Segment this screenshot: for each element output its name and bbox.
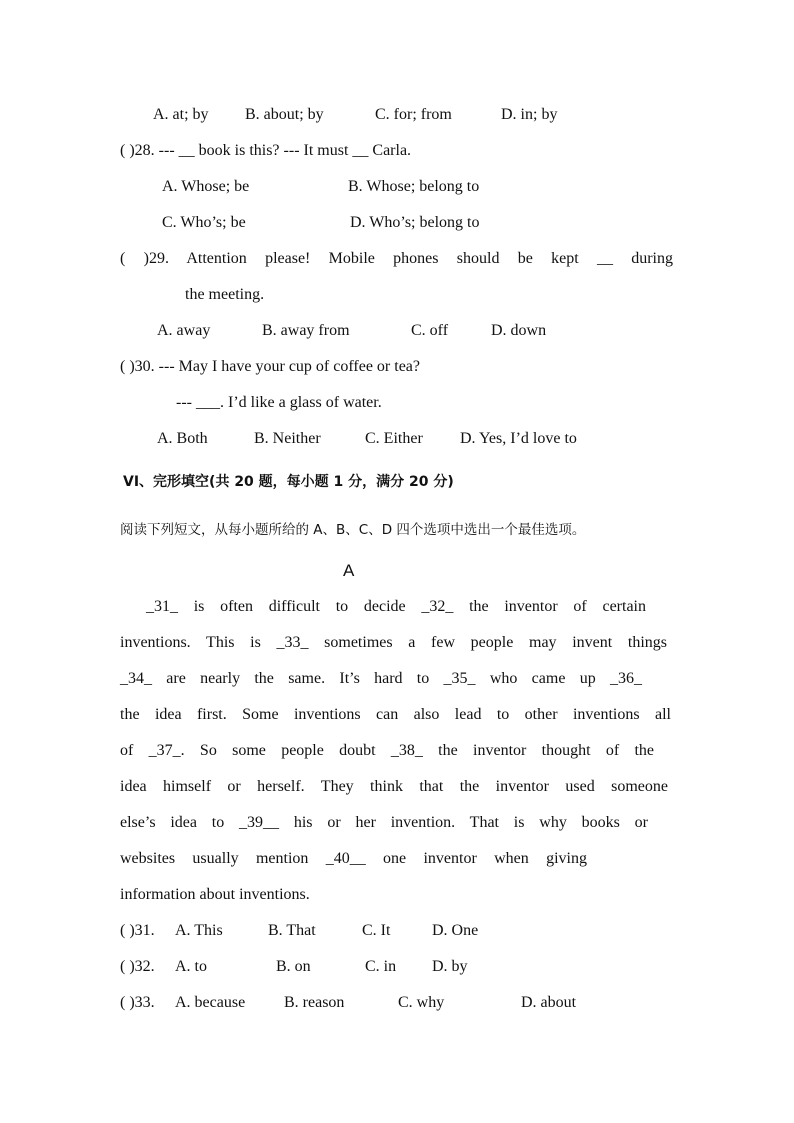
passage-line: websites usually mention _40__ one inventor when giving	[120, 850, 587, 867]
q30-option-a: A. Both	[157, 430, 208, 447]
q33-option-b: B. reason	[284, 994, 345, 1011]
passage-line: information about inventions.	[120, 886, 310, 903]
q29-option-b: B. away from	[262, 322, 350, 339]
q29-stem-line2: the meeting.	[185, 286, 265, 303]
q30-stem-line2: --- ___. I’d like a glass of water.	[176, 394, 382, 411]
q32-option-b: B. on	[276, 958, 311, 975]
q28-option-a: A. Whose; be	[162, 178, 250, 195]
q27-option-c: C. for; from	[375, 106, 452, 123]
q33-option-a: A. because	[175, 994, 246, 1011]
q28-option-c: C. Who’s; be	[162, 214, 246, 231]
q30-stem-line1: ( )30. --- May I have your cup of coffee or tea?	[120, 358, 421, 375]
passage-line: inventions. This is _33_ sometimes a few people may invent things	[120, 634, 667, 651]
q29-stem-line1: ( )29. Attention please! Mobile phones should be kept __ during	[120, 250, 673, 267]
passage-line: of _37_. So some people doubt _38_ the inventor thought of the	[120, 742, 654, 759]
passage-line: the idea first. Some inventions can also lead to other inventions all	[120, 706, 671, 723]
q31-stem: ( )31.	[120, 922, 155, 939]
q29-option-a: A. away	[157, 322, 211, 339]
q29-option-c: C. off	[411, 322, 449, 339]
q31-option-c: C. It	[362, 922, 391, 939]
q33-option-d: D. about	[521, 994, 577, 1011]
q27-option-a: A. at; by	[153, 106, 209, 123]
q28-option-d: D. Who’s; belong to	[350, 214, 480, 231]
q31-option-b: B. That	[268, 922, 316, 939]
passage-line: _31_ is often difficult to decide _32_ the inventor of certain	[146, 598, 646, 615]
q30-option-c: C. Either	[365, 430, 423, 447]
q32-option-c: C. in	[365, 958, 397, 975]
q31-option-d: D. One	[432, 922, 479, 939]
q33-option-c: C. why	[398, 994, 445, 1011]
passage-line: else’s idea to _39__ his or her invention. That is why books or	[120, 814, 648, 831]
section-heading: VI、完形填空(共 20 题，每小题 1 分，满分 20 分)	[123, 474, 454, 490]
q27-option-d: D. in; by	[501, 106, 558, 123]
q33-stem: ( )33.	[120, 994, 155, 1011]
q32-stem: ( )32.	[120, 958, 155, 975]
q30-option-d: D. Yes, I’d love to	[460, 430, 577, 447]
q32-option-a: A. to	[175, 958, 207, 975]
q30-option-b: B. Neither	[254, 430, 321, 447]
passage-title: A	[343, 561, 355, 580]
section-instruction: 阅读下列短文，从每小题所给的 A、B、C、D 四个选项中选出一个最佳选项。	[120, 522, 586, 538]
q27-option-b: B. about; by	[245, 106, 324, 123]
q28-stem: ( )28. --- __ book is this? --- It must __ Carla.	[120, 142, 412, 159]
q32-option-d: D. by	[432, 958, 468, 975]
q28-option-b: B. Whose; belong to	[348, 178, 480, 195]
q29-option-d: D. down	[491, 322, 547, 339]
passage-line: idea himself or herself. They think that the inventor used someone	[120, 778, 668, 795]
passage-line: _34_ are nearly the same. It’s hard to _35_ who came up _36_	[120, 670, 642, 687]
q31-option-a: A. This	[175, 922, 223, 939]
